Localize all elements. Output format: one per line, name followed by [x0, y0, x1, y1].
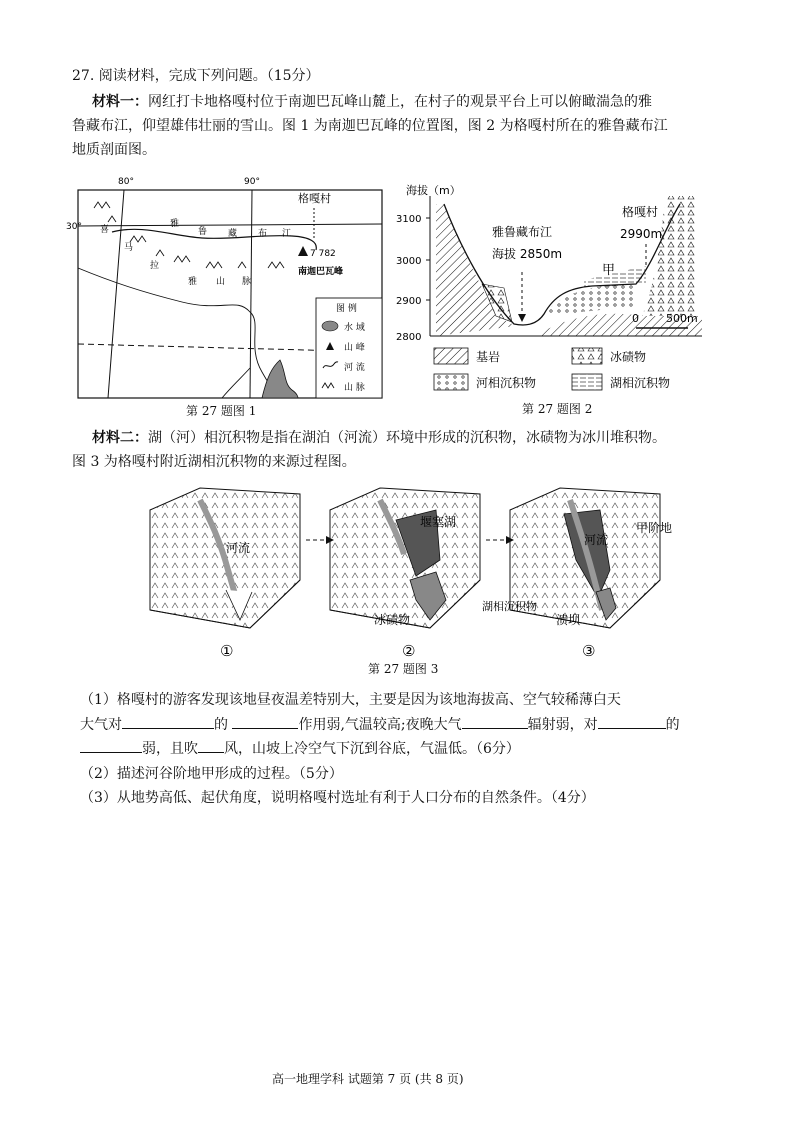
river-char-1: 鲁 — [198, 227, 208, 237]
material1-line3: 地质剖面图。 — [72, 142, 156, 158]
blank-4[interactable] — [598, 712, 666, 729]
terrace-label: 甲 — [602, 263, 616, 278]
blank-2[interactable] — [232, 712, 298, 729]
river-arrow-icon — [518, 314, 526, 322]
blank-3[interactable] — [462, 712, 528, 729]
p1-river-label: 河流 — [226, 541, 251, 555]
legend-water: 水 域 — [344, 323, 365, 333]
river-char-2: 藏 — [228, 229, 238, 239]
river-char-3: 布 — [258, 229, 268, 239]
panel-2 — [330, 488, 480, 628]
legend-river: 河 流 — [344, 363, 365, 373]
range-char-3: 雅 — [188, 277, 198, 287]
lon80-label: 80° — [118, 177, 134, 187]
scale-length: 500m — [666, 312, 698, 325]
material2-line2: 图 3 为格嘎村附近湖相沉积物的来源过程图。 — [72, 454, 356, 470]
page-footer: 高一地理学科 试题第 7 页 (共 8 页) — [272, 1072, 464, 1086]
q3-text: （3）从地势高低、起伏角度，说明格嘎村选址有利于人口分布的自然条件。（4分） — [80, 790, 595, 806]
peak-triangle-icon — [298, 246, 308, 256]
fig2-village-label: 格嘎村 — [622, 205, 659, 219]
legend-peak: 山 峰 — [344, 343, 365, 353]
q1-line2: 大气对 的 作用弱,气温较高;夜晚大气 辐射弱，对 的 — [80, 712, 680, 737]
material1-label: 材料一： — [92, 94, 148, 110]
elevation-label: 7 782 — [310, 249, 336, 259]
figure2-caption: 第 27 题图 2 — [522, 402, 593, 416]
ytick-3000: 3000 — [396, 256, 422, 267]
range-char-0: 喜 — [100, 225, 110, 235]
blank-5[interactable] — [80, 736, 142, 753]
panel-2-number: ② — [402, 642, 416, 660]
ytick-2800: 2800 — [396, 332, 422, 343]
material1-line1: 材料一：网红打卡地格嘎村位于南迦巴瓦峰山麓上，在村子的观景平台上可以俯瞰湍急的雅 — [92, 94, 652, 110]
range-char-4: 山 — [216, 277, 226, 287]
p3-terrace-label: 甲阶地 — [636, 521, 673, 535]
river-char-0: 雅 — [170, 219, 180, 229]
scale-zero: 0 — [632, 312, 639, 325]
range-char-1: 马 — [124, 243, 134, 253]
range-char-2: 拉 — [150, 261, 160, 271]
peak-label: 南迦巴瓦峰 — [298, 267, 344, 277]
q1-line1: （1）格嘎村的游客发现该地昼夜温差特别大，主要是因为该地海拔高、空气较稀薄白天 — [80, 692, 621, 708]
legend-lake-sediment: 湖相沉积物 — [610, 376, 671, 390]
river-char-4: 江 — [282, 229, 292, 239]
legend-range: 山 脉 — [344, 383, 365, 393]
legend-bedrock: 基岩 — [476, 350, 501, 364]
blank-6[interactable] — [198, 736, 224, 753]
ytick-2900: 2900 — [396, 296, 422, 307]
question-header: 27. 阅读材料，完成下列问题。（15分） — [72, 68, 320, 84]
fig1-village-label: 格嘎村 — [298, 192, 331, 205]
lat30-label: 30° — [66, 222, 82, 232]
material2-line1: 材料二：湖（河）相沉积物是指在湖泊（河流）环境中形成的沉积物，冰碛物为冰川堆积物。 — [92, 430, 666, 446]
material2-label: 材料二： — [92, 430, 148, 446]
fig2-river-label: 雅鲁藏布江 — [492, 225, 553, 239]
figure3-process — [140, 480, 700, 660]
legend-moraine: 冰碛物 — [610, 350, 647, 364]
figure3-caption: 第 27 题图 3 — [368, 662, 439, 676]
p3-lake-sediment-label: 湖相沉积物 — [482, 600, 537, 613]
figure1-caption: 第 27 题图 1 — [186, 404, 257, 418]
p2-lake-label: 堰塞湖 — [420, 515, 457, 529]
fig2-village-alt: 2990m — [620, 227, 663, 241]
legend-river-sediment: 河相沉积物 — [476, 376, 537, 390]
figure1-map — [66, 172, 392, 400]
fig2-ylabel: 海拔（m） — [406, 184, 461, 197]
p3-dam-label: 溃坝 — [556, 613, 581, 627]
figure2-profile — [396, 176, 706, 400]
q1-line3: 弱，且吹 风，山坡上冷空气下沉到谷底，气温低。（6分） — [80, 736, 520, 761]
fig2-river-alt: 海拔 2850m — [492, 247, 563, 261]
panel-1-number: ① — [220, 642, 234, 660]
panel-3-number: ③ — [582, 642, 596, 660]
panel-1 — [150, 488, 300, 628]
lon90-label: 90° — [244, 177, 260, 187]
p2-moraine-label: 冰碛物 — [374, 613, 411, 627]
blank-1[interactable] — [122, 712, 214, 729]
p3-river-label: 河流 — [584, 533, 609, 547]
material1-line2: 鲁藏布江，仰望雄伟壮丽的雪山。图 1 为南迦巴瓦峰的位置图，图 2 为格嘎村所在的雅鲁藏布江 — [72, 118, 668, 134]
legend-title: 图 例 — [336, 304, 357, 314]
ytick-3100: 3100 — [396, 214, 422, 225]
range-char-5: 脉 — [242, 277, 252, 287]
q2-text: （2）描述河谷阶地甲形成的过程。（5分） — [80, 766, 343, 782]
water-legend-icon — [322, 321, 338, 331]
